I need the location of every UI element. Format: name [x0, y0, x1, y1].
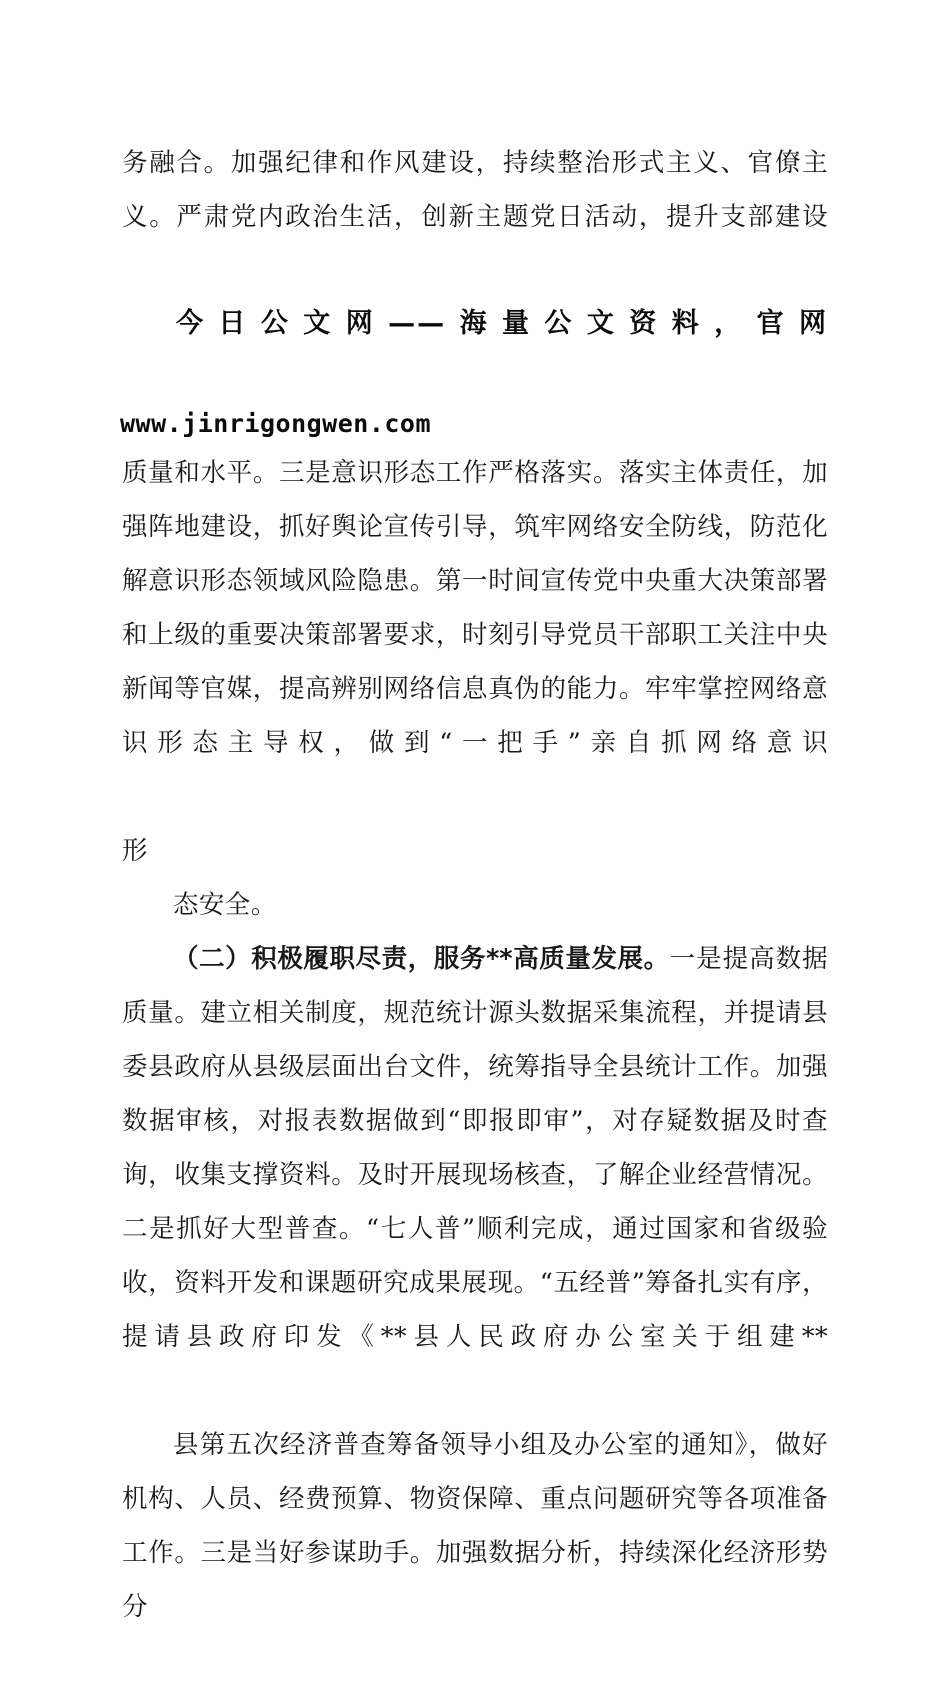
paragraph-continuation-party-discipline: 务融合。加强纪律和作风建设，持续整治形式主义、官僚主义。严肃党内政治生活，创新主题党日活动，提升支部建设 [122, 148, 828, 232]
paragraph-census-preparation: 县第五次经济普查筹备领导小组及办公室的通知》，做好机构、人员、经费预算、物资保障、重点问题研究等各项准备工作。三是当好参谋助手。加强数据分析，持续深化经济形势分 [122, 1430, 828, 1622]
paragraph-section-two [122, 932, 828, 1418]
paragraph-ideology-work: 质量和水平。三是意识形态工作严格落实。落实主体责任，加强阵地建设，抓好舆论宣传引导，筑牢网络安全防线，防范化解意识形态领域风险隐患。第一时间宣传党中央重大决策部署和上级的重要决策部署要求，时刻引导党员干部职工关注中央新闻等官媒，提高辨别网络信息真伪的能力。牢牢掌控网络意识形态主导权，做到“一把手”亲自抓网络意识 [122, 458, 828, 758]
watermark-site-url: www.jinrigongwen.com [120, 409, 432, 438]
section-two-heading: （二）积极履职尽责，服务**高质量发展。 [173, 944, 670, 974]
section-two-body: 一是提高数据质量。建立相关制度，规范统计源头数据采集流程，并提请县委县政府从县级层面出台文件，统筹指导全县统计工作。加强数据审核，对报表数据做到“即报即审”，对存疑数据及时查询，收集支撑资料。及时开展现场核查，了解企业经营情况。二是抓好大型普查。“七人普”顺利完成，通过国家和省级验收，资料开发和课题研究成果展现。“五经普”筹备扎实有序，提请县政府印发《**县人民政府办公室关于组建** [122, 944, 829, 1352]
watermark-site-name: 今日公文网——海量公文资料，官网 [176, 308, 828, 339]
site-watermark-block [122, 298, 828, 446]
document-text-column [122, 136, 828, 1688]
orphan-character-line: 形 [122, 836, 148, 866]
paragraph-ideology-security-tail: 态安全。 [173, 890, 277, 920]
